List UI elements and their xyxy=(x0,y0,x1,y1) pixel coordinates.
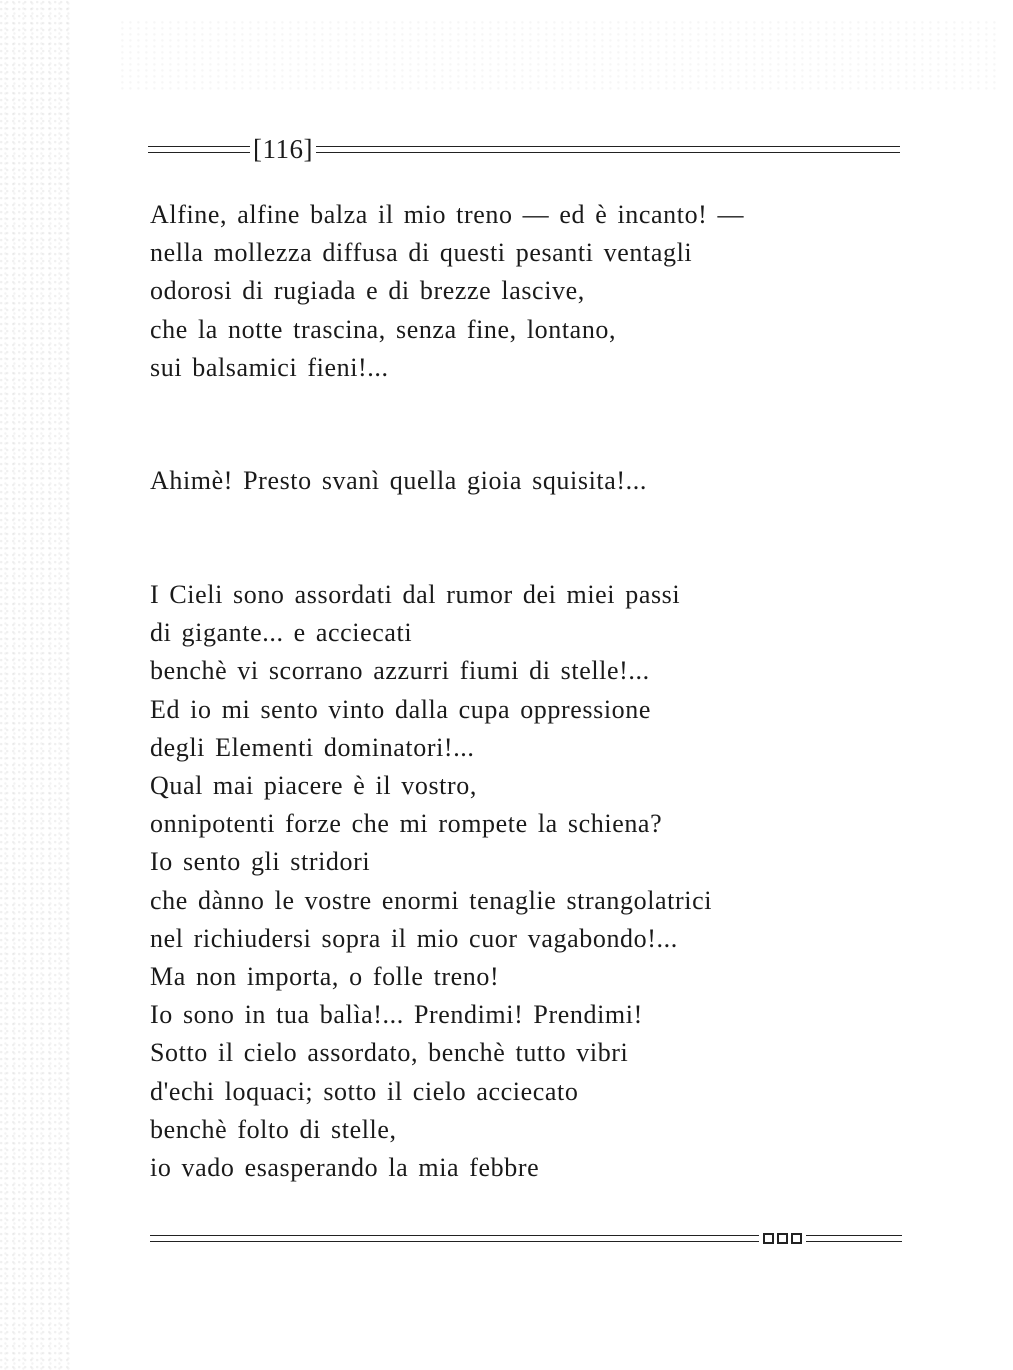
poem-line: io vado esasperando la mia febbre xyxy=(150,1153,540,1183)
page-header xyxy=(148,132,900,166)
poem-line: Ed io mi sento vinto dalla cupa oppressione xyxy=(150,694,651,724)
poem-line: onnipotenti forze che mi rompete la schiena? xyxy=(150,809,663,839)
stanza-2 xyxy=(150,462,647,500)
poem-line: d'echi loquaci; sotto il cielo acciecato xyxy=(150,1076,579,1106)
page-footer xyxy=(150,1228,902,1248)
ornament-square-icon xyxy=(791,1233,802,1244)
poem-line: sui balsamici fieni!... xyxy=(150,352,389,382)
poem-line: Qual mai piacere è il vostro, xyxy=(150,771,477,801)
poem-line: Io sono in tua balìa!... Prendimi! Prendimi! xyxy=(150,1000,643,1030)
stanza-3 xyxy=(150,576,712,1187)
poem-line: che la notte trascina, senza fine, lontano, xyxy=(150,314,617,344)
poem-line: nella mollezza diffusa di questi pesanti ventagli xyxy=(150,238,693,268)
ornament-square-icon xyxy=(763,1233,774,1244)
poem-line: Io sento gli stridori xyxy=(150,847,371,877)
poem-line: che dànno le vostre enormi tenaglie strangolatrici xyxy=(150,885,713,915)
scan-edge-noise xyxy=(0,0,70,1370)
header-rule-right xyxy=(316,146,900,153)
poem-line: Sotto il cielo assordato, benchè tutto vibri xyxy=(150,1038,629,1068)
poem-line: odorosi di rugiada e di brezze lascive, xyxy=(150,276,585,306)
poem-line: degli Elementi dominatori!... xyxy=(150,732,475,762)
stanza-1 xyxy=(150,196,744,387)
poem-line: di gigante... e acciecati xyxy=(150,618,413,648)
poem-line: Alfine, alfine balza il mio treno — ed è incanto! — xyxy=(150,200,745,229)
header-rule-left xyxy=(148,146,250,153)
poem-line: benchè vi scorrano azzurri fiumi di stelle!... xyxy=(150,656,650,686)
poem-line: I Cieli sono assordati dal rumor dei miei passi xyxy=(150,580,681,609)
poem-line: nel richiudersi sopra il mio cuor vagabondo!... xyxy=(150,923,678,953)
footer-rule-left xyxy=(150,1235,759,1242)
footer-ornament xyxy=(759,1233,806,1244)
poem-line: benchè folto di stelle, xyxy=(150,1114,397,1144)
poem-line: Ahimè! Presto svanì quella gioia squisita!... xyxy=(150,466,647,495)
page-number: [116] xyxy=(253,133,313,164)
footer-rule-right xyxy=(806,1235,902,1242)
ornament-square-icon xyxy=(777,1233,788,1244)
poem-line: Ma non importa, o folle treno! xyxy=(150,962,500,992)
scan-top-noise xyxy=(120,20,1000,90)
